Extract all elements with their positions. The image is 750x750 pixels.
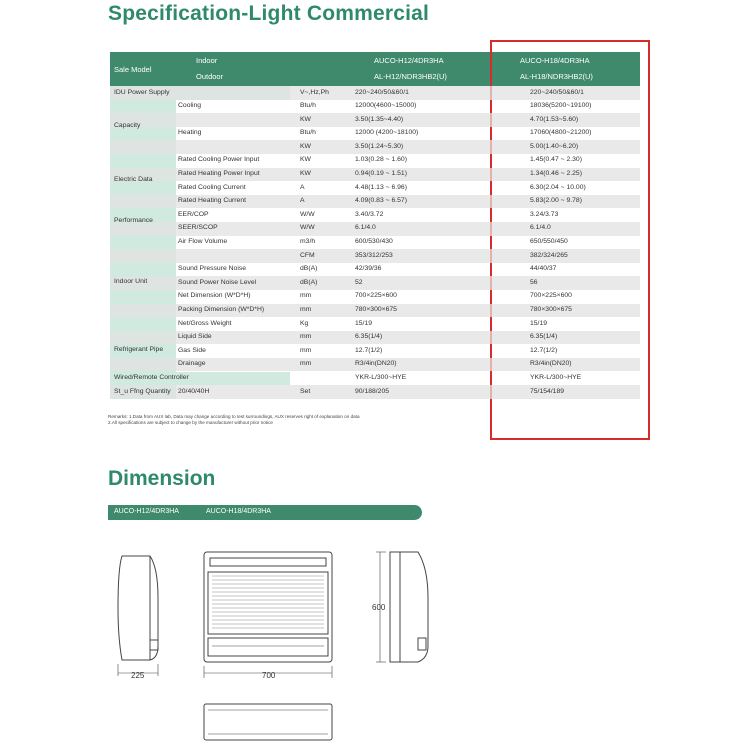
- model1-value: R3/4in(DN20): [355, 360, 397, 368]
- spec-unit: mm: [300, 292, 312, 300]
- model2-value: 6.35(1/4): [530, 333, 558, 341]
- table-row: [110, 317, 640, 331]
- table-row: [110, 168, 640, 182]
- spec-item: Sound Pressure Noise: [178, 265, 247, 273]
- model1-value: 220~240/50&60/1: [355, 88, 409, 96]
- spec-unit: Set: [300, 387, 311, 395]
- table-row: [110, 304, 640, 318]
- model1-value: 4.09(0.83 ~ 6.57): [355, 197, 407, 205]
- model2-outdoor: AL-H18/NDR3HB2(U): [520, 72, 593, 81]
- model2-value: 700×225×600: [530, 292, 572, 300]
- section-capacity: Capacity: [114, 121, 141, 129]
- model2-value: 780×300×675: [530, 306, 572, 313]
- spec-item: Rated Cooling Current: [178, 183, 246, 191]
- spec-title: Specification-Light Commercial: [108, 2, 430, 25]
- model1-value: 600/530/430: [355, 238, 393, 246]
- sale-model-label: Sale Model: [114, 65, 152, 74]
- model1-value: YKR-L/300~HYE: [355, 373, 407, 381]
- model1-value: 90/188/205: [355, 387, 390, 395]
- spec-item: EER/COP: [178, 210, 209, 218]
- table-row: [110, 331, 640, 345]
- model1-value: 42/39/36: [355, 265, 382, 273]
- spec-unit: mm: [300, 333, 312, 341]
- table-row: [110, 276, 640, 290]
- remarks: [108, 414, 360, 426]
- front-view: [204, 552, 332, 678]
- model1-value: 1.03(0.28 ~ 1.60): [355, 156, 407, 164]
- table-row: [110, 263, 640, 277]
- model2-value: 650/550/450: [530, 238, 568, 246]
- spec-item: Rated Cooling Power Input: [178, 156, 260, 164]
- stuffing-quantity-label: St_u Ffng Quantity: [114, 387, 171, 395]
- spec-item: Rated Heating Power Input: [178, 170, 260, 178]
- table-row: [110, 358, 640, 372]
- spec-item: Rated Heating Current: [178, 197, 247, 205]
- table-row: [110, 86, 640, 100]
- model1-value: 4.48(1.13 ~ 6.96): [355, 183, 407, 191]
- model1-value: 12000 (4200~18100): [355, 129, 419, 137]
- model1-value: 12000(4600~15000): [355, 102, 417, 110]
- spec-unit: dB(A): [300, 278, 318, 286]
- table-row: [110, 181, 640, 195]
- spec-unit: Kg: [300, 319, 309, 327]
- model2-value: 75/154/189: [530, 387, 565, 395]
- spec-unit: CFM: [300, 251, 315, 259]
- remark-line-2: 2.All specifications are subject to change by the manufacturer without prior notice: [108, 420, 273, 425]
- table-row: [110, 154, 640, 168]
- table-body: [110, 86, 640, 399]
- model1-value: 6.1/4.0: [355, 224, 376, 232]
- model2-value: 382/324/265: [530, 251, 568, 259]
- spec-item: Sound Power Noise Level: [178, 278, 257, 286]
- outdoor-label: Outdoor: [196, 72, 224, 81]
- table-row: [110, 140, 640, 154]
- spec-unit: W/W: [300, 224, 315, 232]
- dim-width-label: 700: [262, 671, 276, 680]
- model1-value: 15/19: [355, 319, 373, 327]
- spec-item: Net/Gross Weight: [178, 319, 232, 327]
- model2-value: 5.83(2.00 ~ 9.78): [530, 197, 582, 205]
- model2-value: 3.24/3.73: [530, 210, 559, 218]
- spec-item: Cooling: [178, 102, 202, 110]
- dimension-title: Dimension: [108, 467, 216, 490]
- spec-unit: KW: [300, 156, 311, 164]
- model2-value: 220~240/50&60/1: [530, 88, 584, 96]
- model1-outdoor: AL-H12/NDR3HB2(U): [374, 72, 447, 81]
- spec-unit: Btu/h: [300, 129, 316, 137]
- spec-unit: m3/h: [300, 238, 316, 246]
- table-row: [110, 100, 640, 114]
- spec-unit: KW: [300, 115, 311, 123]
- spec-item: Heating: [178, 129, 202, 137]
- model1-value: 353/312/253: [355, 251, 393, 259]
- table-row: [110, 249, 640, 263]
- table-row: [110, 371, 640, 385]
- spec-unit: dB(A): [300, 265, 318, 273]
- spec-unit: W/W: [300, 210, 315, 218]
- spec-unit: A: [300, 197, 305, 205]
- dimension-model-2: AUCO-H18/4DR3HA: [206, 508, 271, 515]
- remark-line-1: Remarks: 1.Data from AUX lab, Data may change according to test surroundings, AUX reserves right of explanation on data: [108, 414, 360, 419]
- section-electric: Electric Data: [114, 176, 153, 184]
- dim-height-label: 600: [372, 603, 386, 612]
- dim-depth-label: 225: [131, 671, 145, 680]
- model2-indoor: AUCO-H18/4DR3HA: [520, 56, 590, 65]
- model2-value: 1.34(0.46 ~ 2.25): [530, 170, 582, 178]
- dimension-model-bar: [108, 505, 422, 520]
- model1-value: 3.40/3.72: [355, 210, 384, 218]
- side-view-left: [118, 556, 158, 676]
- table-row: [110, 127, 640, 141]
- model2-value: 18036(5200~19100): [530, 102, 592, 110]
- spec-unit: KW: [300, 170, 311, 178]
- model2-value: 17060(4800~21200): [530, 129, 592, 137]
- table-row: [110, 236, 640, 250]
- table-row: [110, 290, 640, 304]
- section-indoor-unit: Indoor Unit: [114, 278, 148, 286]
- model1-value: 780×300×675: [355, 306, 397, 313]
- spec-unit: KW: [300, 142, 311, 150]
- spec-item: Air Flow Volume: [178, 238, 228, 246]
- spec-unit: V~,Hz,Ph: [300, 88, 329, 96]
- wired-controller-label: Wired/Remote Controller: [114, 374, 189, 382]
- spec-item: Liquid Side: [178, 333, 212, 341]
- model2-value: 1.45(0.47 ~ 2.30): [530, 156, 582, 164]
- idu-power-label: IDU Power Supply: [114, 88, 170, 96]
- model1-value: 0.94(0.19 ~ 1.51): [355, 170, 407, 178]
- spec-unit: A: [300, 183, 305, 191]
- spec-unit: mm: [300, 360, 312, 368]
- spec-item: Net Dimension (W*D*H): [178, 292, 251, 300]
- model2-value: 56: [530, 278, 538, 286]
- dimension-model-1: AUCO-H12/4DR3HA: [114, 508, 179, 515]
- model2-value: 6.30(2.04 ~ 10.00): [530, 183, 586, 191]
- table-row: [110, 222, 640, 236]
- model1-value: 6.35(1/4): [355, 333, 383, 341]
- dimension-drawing: [100, 528, 450, 748]
- top-view: [204, 704, 332, 740]
- spec-item: Gas Side: [178, 346, 206, 354]
- table-row: [110, 344, 640, 358]
- section-refrigerant: Refrigerant Pipe: [114, 346, 164, 354]
- model2-value: 44/40/37: [530, 265, 557, 273]
- model2-value: 6.1/4.0: [530, 224, 551, 232]
- table-row: [110, 208, 640, 222]
- model1-value: 12.7(1/2): [355, 346, 383, 354]
- spec-unit: mm: [300, 346, 312, 354]
- model1-value: 52: [355, 278, 363, 286]
- table-row: [110, 113, 640, 127]
- model1-value: 3.50(1.35~4.40): [355, 115, 404, 123]
- section-performance: Performance: [114, 217, 153, 224]
- spec-item: 20/40/40H: [178, 387, 210, 395]
- model2-value: 5.00(1.40~6.20): [530, 142, 579, 150]
- indoor-label: Indoor: [196, 56, 218, 65]
- model2-value: 12.7(1/2): [530, 346, 558, 354]
- table-row: [110, 195, 640, 209]
- spec-unit: Btu/h: [300, 102, 316, 110]
- model2-value: R3/4in(DN20): [530, 360, 572, 368]
- spec-item: Drainage: [178, 360, 206, 368]
- model2-value: 4.70(1.53~5.60): [530, 115, 579, 123]
- model1-value: 3.50(1.24~5.30): [355, 142, 404, 150]
- spec-item: Packing Dimension (W*D*H): [178, 306, 265, 313]
- model1-value: 700×225×600: [355, 292, 397, 300]
- spec-table: [110, 52, 640, 399]
- model2-value: 15/19: [530, 319, 548, 327]
- model1-indoor: AUCO-H12/4DR3HA: [374, 56, 444, 65]
- table-row: [110, 385, 640, 399]
- spec-item: SEER/SCOP: [178, 224, 218, 232]
- model2-value: YKR-L/300~HYE: [530, 373, 582, 381]
- spec-unit: mm: [300, 306, 312, 313]
